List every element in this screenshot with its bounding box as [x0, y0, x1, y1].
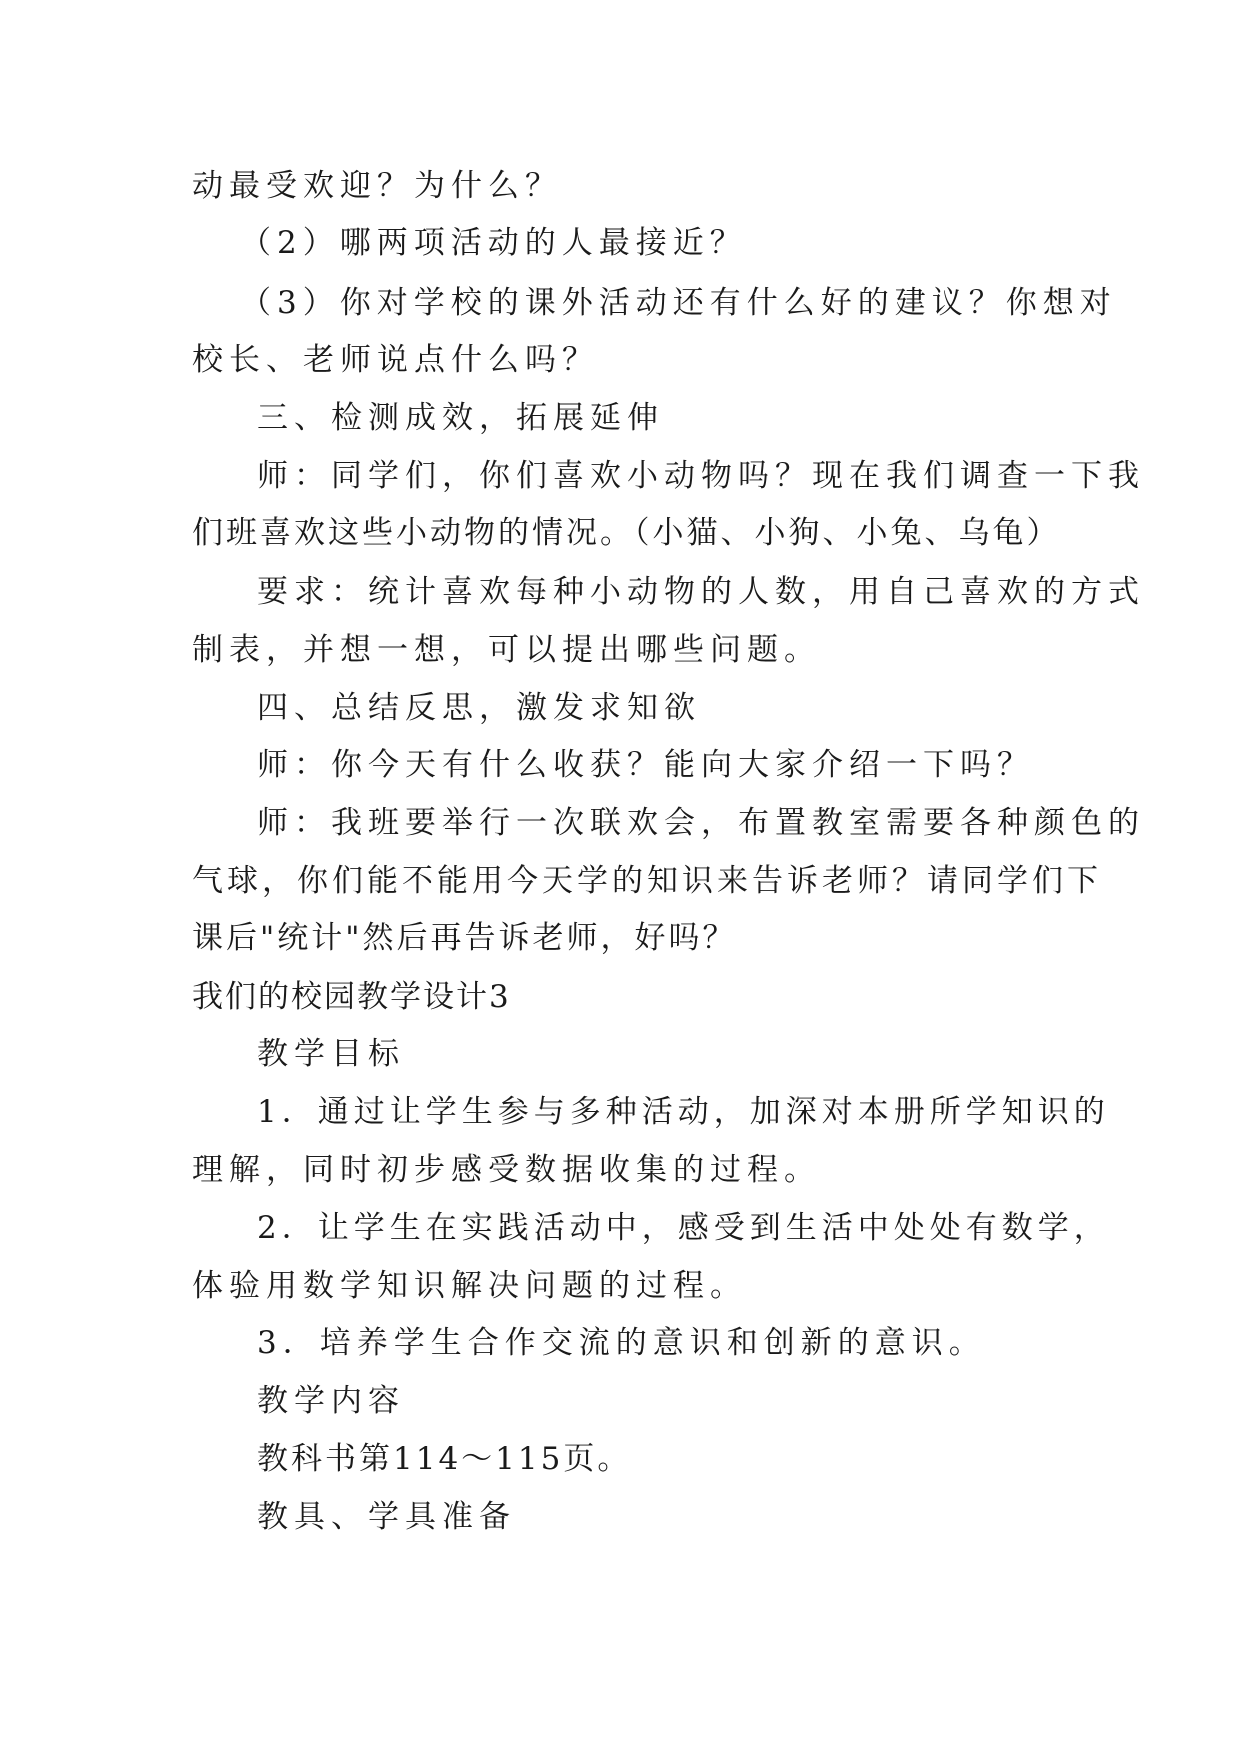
text-line: 课后"统计"然后再告诉老师，好吗？: [192, 920, 737, 956]
section-heading: 四、总结反思，激发求知欲: [257, 690, 701, 726]
text-line: 制表，并想一想，可以提出哪些问题。: [192, 632, 821, 668]
text-line: （2）哪两项活动的人最接近？: [240, 225, 747, 261]
text-line: 气球，你们能不能用今天学的知识来告诉老师？请同学们下: [192, 863, 1102, 899]
text-line: 动最受欢迎？为什么？: [192, 168, 562, 204]
section-heading: 教具、学具准备: [257, 1499, 516, 1535]
text-line: 们班喜欢这些小动物的情况。（小猫、小狗、小兔、乌龟）: [192, 515, 1061, 551]
text-line: 师：同学们，你们喜欢小动物吗？现在我们调查一下我: [257, 458, 1145, 494]
text-line: （3）你对学校的课外活动还有什么好的建议？你想对: [240, 285, 1117, 321]
text-line: 要求：统计喜欢每种小动物的人数，用自己喜欢的方式: [257, 574, 1145, 610]
text-line: 1．通过让学生参与多种活动，加深对本册所学知识的: [257, 1094, 1110, 1130]
text-line: 教科书第114～115页。: [257, 1441, 632, 1477]
text-line: 2．让学生在实践活动中，感受到生活中处处有数学，: [257, 1210, 1110, 1246]
text-line: 3．培养学生合作交流的意识和创新的意识。: [257, 1325, 986, 1361]
text-line: 体验用数学知识解决问题的过程。: [192, 1268, 747, 1304]
text-line: 师：你今天有什么收获？能向大家介绍一下吗？: [257, 747, 1034, 783]
text-line: 师：我班要举行一次联欢会，布置教室需要各种颜色的: [257, 805, 1145, 841]
document-title: 我们的校园教学设计3: [192, 979, 511, 1015]
section-heading: 教学内容: [257, 1383, 405, 1419]
text-line: 理解，同时初步感受数据收集的过程。: [192, 1152, 821, 1188]
section-heading: 三、检测成效，拓展延伸: [257, 400, 664, 436]
section-heading: 教学目标: [257, 1036, 405, 1072]
text-line: 校长、老师说点什么吗？: [192, 342, 599, 378]
